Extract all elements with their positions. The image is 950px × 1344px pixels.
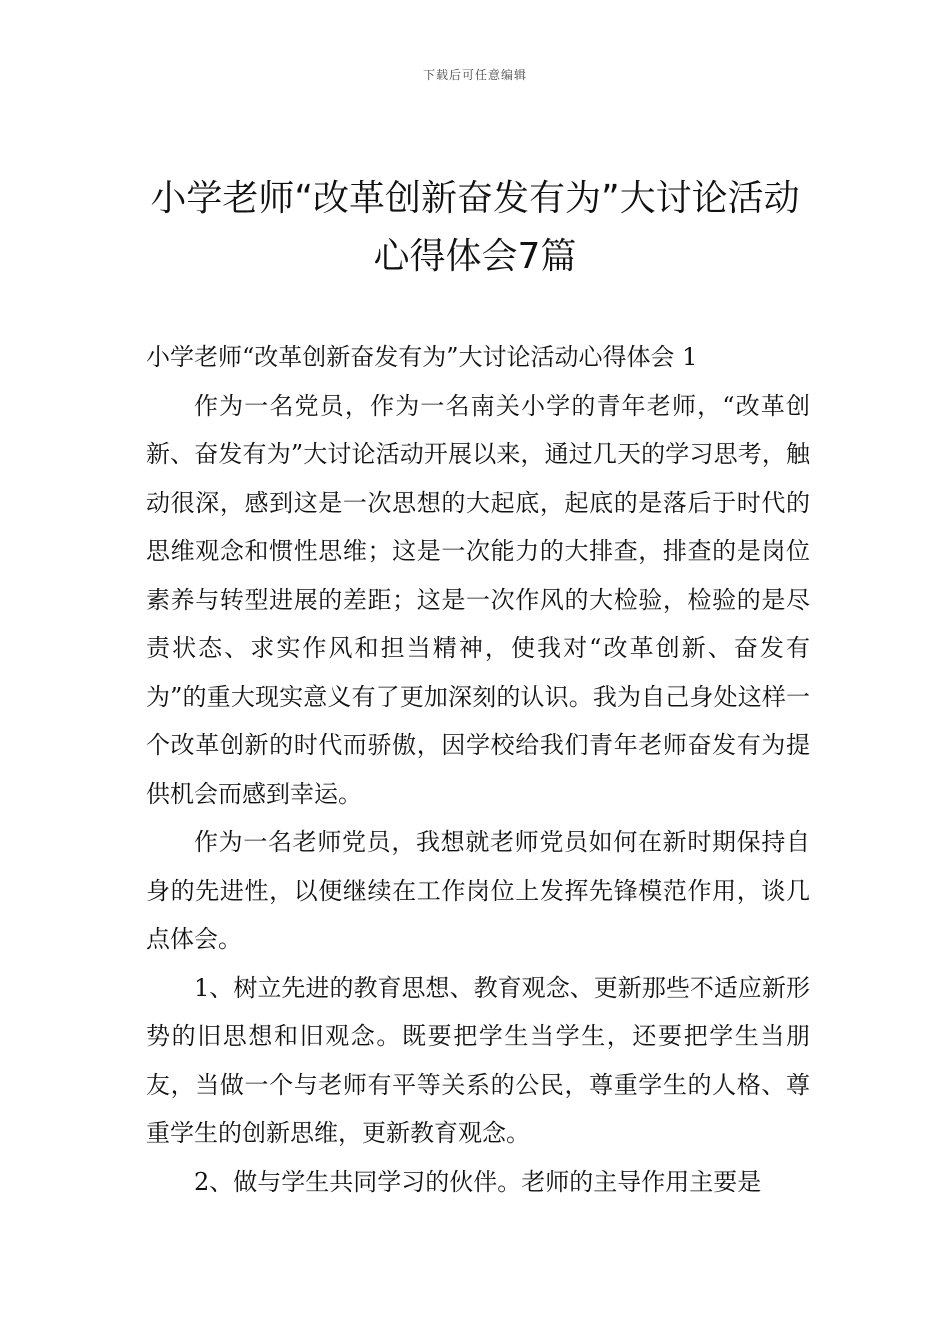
section-heading: 小学老师“改革创新奋发有为”大讨论活动心得体会 1 — [146, 343, 698, 371]
header-note: 下载后可任意编辑 — [422, 68, 527, 82]
body-paragraph: 作为一名党员，作为一名南关小学的青年老师，“改革创新、奋发有为”大讨论活动开展以来，通过几天的学习思考，触动很深，感到这是一次思想的大起底，起底的是落后于时代的思维观念和惯性思维；这是一次能力的大排查，排查的是岗位素养与转型进展的差距；这是一次作风的大检验，检验的是尽责状态、求实作风和担当精神，使我对“改革创新、奋发有为”的重大现实意义有了更加深刻的认识。我为自己身处这样一个改革创新的时代而骄傲，因学校给我们青年老师奋发有为提供机会而感到幸运。 — [146, 391, 810, 808]
document-body — [146, 333, 810, 1206]
body-paragraph: 1、树立先进的教育思想、教育观念、更新那些不适应新形势的旧思想和旧观念。既要把学生当学生，还要把学生当朋友，当做一个与老师有平等关系的公民，尊重学生的人格、尊重学生的创新思维，更新教育观念。 — [146, 973, 810, 1147]
body-paragraph: 作为一名老师党员，我想就老师党员如何在新时期保持自身的先进性，以便继续在工作岗位上发挥先锋模范作用，谈几点体会。 — [146, 828, 810, 953]
document-title: 小学老师“改革创新奋发有为”大讨论活动心得体会7篇 — [150, 178, 800, 277]
body-paragraph: 2、做与学生共同学习的伙伴。老师的主导作用主要是 — [194, 1167, 762, 1196]
